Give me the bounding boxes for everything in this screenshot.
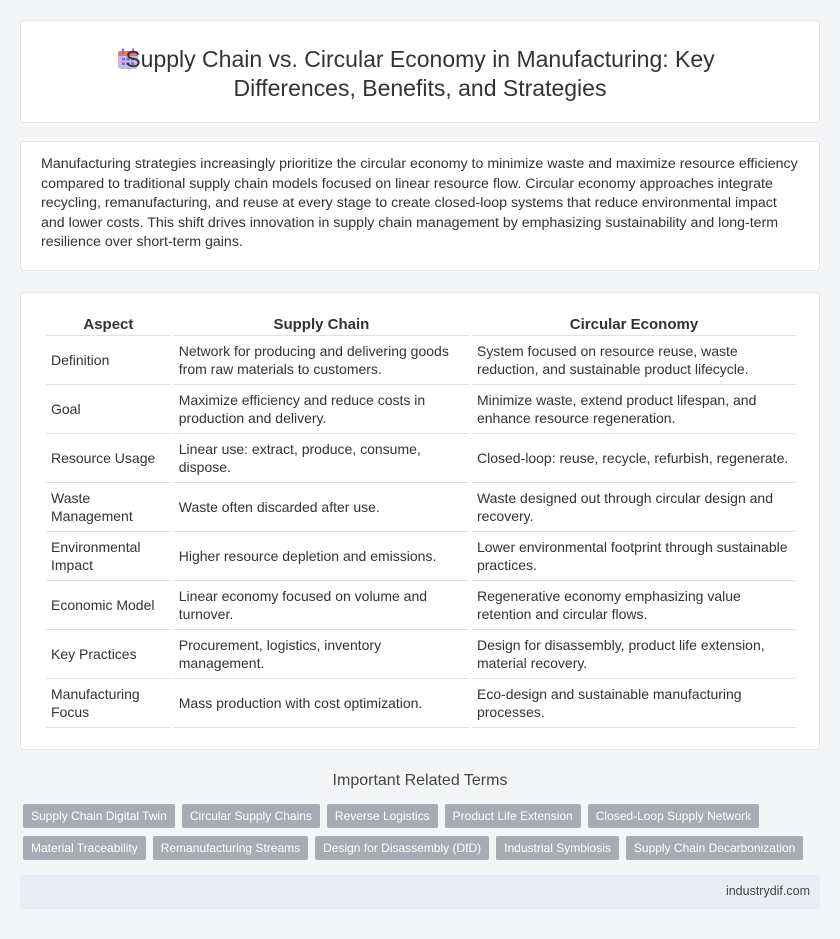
circular-economy-cell: Minimize waste, extend product lifespan, and enhance resource regeneration. [472,385,796,434]
intro-card [20,141,820,271]
circular-economy-cell: System focused on resource reuse, waste reduction, and sustainable product lifecycle. [472,336,796,385]
table-row [46,336,796,385]
aspect-cell: Key Practices [46,630,171,679]
header-supply-chain: Supply Chain [174,315,469,336]
supply-chain-cell: Higher resource depletion and emissions. [174,532,469,581]
table-header-row [46,315,796,336]
circular-economy-cell: Lower environmental footprint through sustainable practices. [472,532,796,581]
related-terms-list [23,804,803,868]
tag-closed-loop-supply-network[interactable]: Closed-Loop Supply Network [588,804,759,828]
supply-chain-cell: Procurement, logistics, inventory management. [174,630,469,679]
tag-row [23,836,803,860]
supply-chain-cell: Maximize efficiency and reduce costs in production and delivery. [174,385,469,434]
tag-remanufacturing-streams[interactable]: Remanufacturing Streams [153,836,308,860]
tag-design-for-disassembly[interactable]: Design for Disassembly (DfD) [315,836,489,860]
tag-product-life-extension[interactable]: Product Life Extension [445,804,581,828]
table-row [46,679,796,728]
aspect-cell: Resource Usage [46,434,171,483]
title-card [20,20,820,123]
tag-material-traceability[interactable]: Material Traceability [23,836,146,860]
tag-supply-chain-digital-twin[interactable]: Supply Chain Digital Twin [23,804,175,828]
supply-chain-cell: Network for producing and delivering goods from raw materials to customers. [174,336,469,385]
table-row [46,385,796,434]
tag-row [23,804,803,828]
aspect-cell: Goal [46,385,171,434]
footer [20,875,820,909]
circular-economy-cell: Eco-design and sustainable manufacturing processes. [472,679,796,728]
aspect-cell: Manufacturing Focus [46,679,171,728]
related-terms-heading: Important Related Terms [332,772,508,789]
table-row [46,630,796,679]
table-row [46,581,796,630]
aspect-cell: Definition [46,336,171,385]
intro-paragraph: Manufacturing strategies increasingly prioritize the circular economy to minimize waste and maximize resource efficiency compared to traditional supply chain models focused on linear resource flow. Circular economy approaches integrate recycling, remanufacturing, and reuse at every stage to create closed-loop systems that reduce environmental impact and lower costs. This shift drives innovation in supply chain management by emphasizing sustainability and long-term resilience over short-term gains. [41,156,798,250]
tag-industrial-symbiosis[interactable]: Industrial Symbiosis [496,836,619,860]
tag-supply-chain-decarbonization[interactable]: Supply Chain Decarbonization [626,836,803,860]
header-aspect: Aspect [46,315,171,336]
comparison-card [20,292,820,750]
table-row [46,483,796,532]
circular-economy-cell: Closed-loop: reuse, recycle, refurbish, regenerate. [472,434,796,483]
circular-economy-cell: Regenerative economy emphasizing value retention and circular flows. [472,581,796,630]
tag-reverse-logistics[interactable]: Reverse Logistics [327,804,438,828]
footer-site[interactable]: industrydif.com [725,884,810,898]
tag-circular-supply-chains[interactable]: Circular Supply Chains [182,804,320,828]
aspect-cell: Economic Model [46,581,171,630]
supply-chain-cell: Linear use: extract, produce, consume, dispose. [174,434,469,483]
aspect-cell: Environmental Impact [46,532,171,581]
circular-economy-cell: Waste designed out through circular design and recovery. [472,483,796,532]
header-circular-economy: Circular Economy [472,315,796,336]
circular-economy-cell: Design for disassembly, product life extension, material recovery. [472,630,796,679]
table-row [46,532,796,581]
aspect-cell: Waste Management [46,483,171,532]
table-row [46,434,796,483]
supply-chain-cell: Waste often discarded after use. [174,483,469,532]
page-title: Supply Chain vs. Circular Economy in Manufacturing: Key Differences, Benefits, and Strategies [125,46,715,101]
supply-chain-cell: Linear economy focused on volume and turnover. [174,581,469,630]
supply-chain-cell: Mass production with cost optimization. [174,679,469,728]
comparison-table [43,315,799,728]
